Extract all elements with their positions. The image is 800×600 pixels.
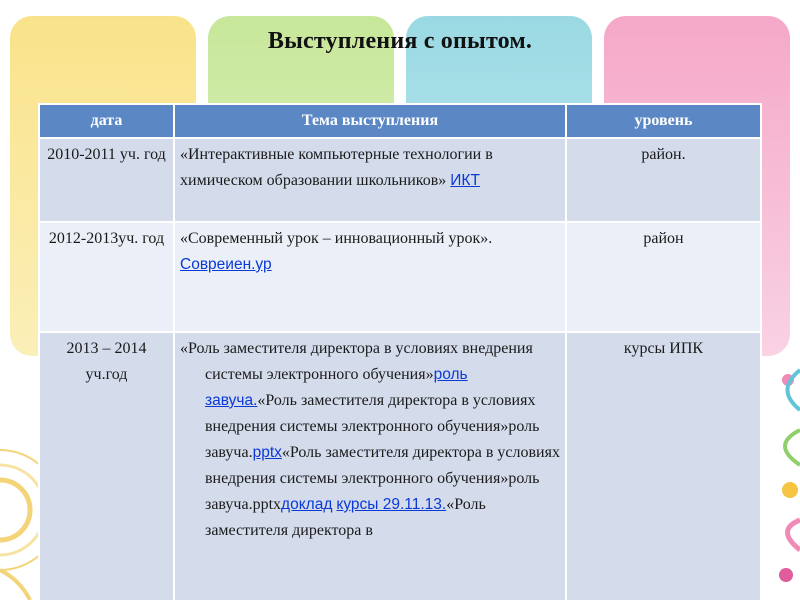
date-cell: 2012-2013уч. год (39, 222, 174, 332)
speeches-table (38, 103, 762, 600)
topic-segment-1: «Роль заместителя директора в условиях внедрения системы электронного обучения» (180, 340, 533, 383)
level-cell: район. (566, 138, 761, 222)
left-ornament-decoration (0, 360, 40, 600)
header-level: уровень (566, 104, 761, 138)
slide-title: Выступления с опытом. (267, 28, 533, 54)
modern-lesson-link[interactable]: Совреиен.ур (180, 256, 272, 273)
topic-text: «Современный урок – инновационный урок». (180, 230, 493, 247)
right-ornament-decoration (760, 350, 800, 600)
deputy-role-link[interactable]: роль завуча. (205, 366, 468, 409)
topic-cell (174, 222, 566, 332)
topic-segment-4: «Роль заместителя директора в (205, 496, 486, 539)
topic-text: «Интерактивные компьютерные технологии в химическом образовании школьников» (180, 146, 493, 189)
header-topic: Тема выступления (174, 104, 566, 138)
table-row (39, 332, 761, 600)
topic-segment-3: «Роль заместителя директора в условиях внедрения системы электронного обучения»роль завуча.pptx (205, 444, 560, 513)
courses-link[interactable]: курсы 29.11.13. (336, 496, 447, 513)
table-header-row (39, 104, 761, 138)
topic-cell (174, 138, 566, 222)
date-cell: 2010-2011 уч. год (39, 138, 174, 222)
topic-segment-2: «Роль заместителя директора в условиях внедрения системы электронного обучения»роль завуча. (205, 392, 540, 461)
report-link[interactable]: доклад (281, 496, 333, 513)
date-cell: 2013 – 2014 уч.год (39, 332, 174, 600)
topic-cell (174, 332, 566, 600)
table-row (39, 222, 761, 332)
ikt-link[interactable]: ИКТ (450, 172, 480, 189)
header-date: дата (39, 104, 174, 138)
table-row (39, 138, 761, 222)
topic-paragraph (180, 336, 560, 544)
pptx-link[interactable]: pptx (252, 444, 282, 461)
level-cell: район (566, 222, 761, 332)
level-cell: курсы ИПК (566, 332, 761, 600)
